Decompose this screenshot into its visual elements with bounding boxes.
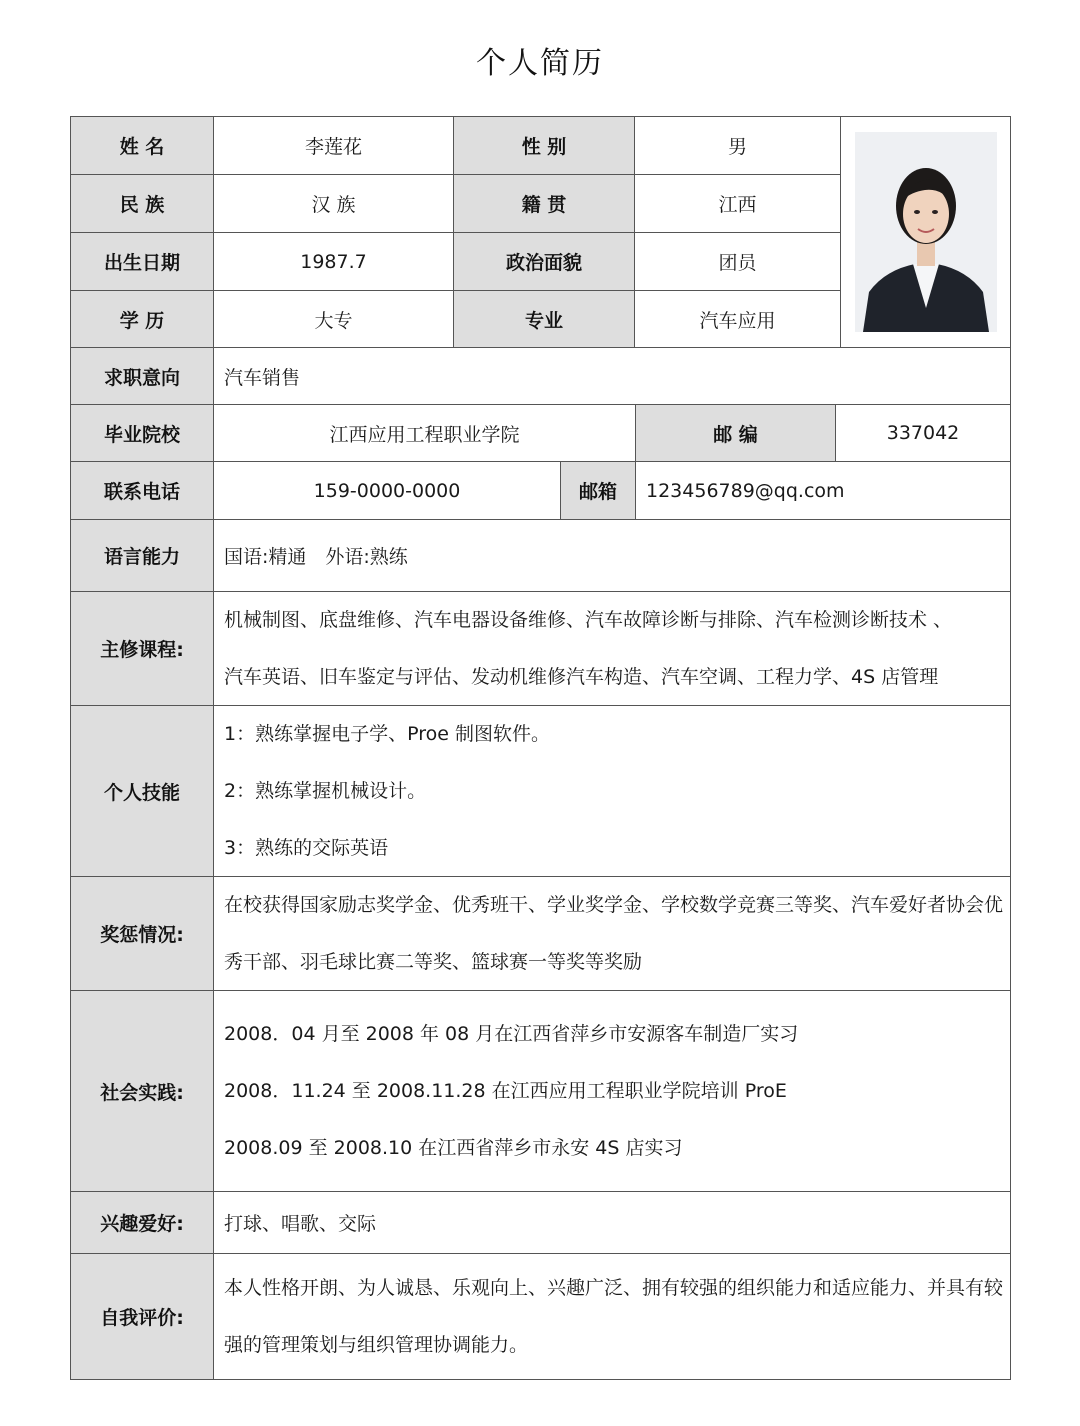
award-line: 在校获得国家励志奖学金、优秀班干、学业奖学金、学校数学竞赛三等奖、汽车爱好者协会优 (224, 893, 1004, 916)
email-value: 123456789@qq.com (635, 461, 1011, 520)
ethnicity-label: 民 族 (70, 174, 214, 233)
origin-value: 江西 (634, 174, 841, 233)
course-line: 汽车英语、旧车鉴定与评估、发动机维修汽车构造、汽车空调、工程力学、4S 店管理 (224, 665, 939, 688)
person-portrait-icon (855, 132, 997, 332)
skills-list (213, 705, 1011, 877)
politics-label: 政治面貌 (453, 232, 635, 291)
major-value: 汽车应用 (634, 290, 841, 348)
postcode-label: 邮 编 (635, 404, 836, 462)
self-eval-line: 本人性格开朗、为人诚恳、乐观向上、兴趣广泛、拥有较强的组织能力和适应能力、并具有较 (224, 1276, 1004, 1299)
birth-label: 出生日期 (70, 232, 214, 291)
gender-value: 男 (634, 116, 841, 175)
practice-list (213, 990, 1011, 1192)
awards-label: 奖惩情况: (70, 876, 214, 991)
language-value: 国语:精通 外语:熟练 (213, 519, 1011, 592)
course-line: 机械制图、底盘维修、汽车电器设备维修、汽车故障诊断与排除、汽车检测诊断技术 、 (224, 608, 953, 631)
award-line: 秀干部、羽毛球比赛二等奖、篮球赛一等奖等奖励 (224, 950, 643, 973)
skill-line: 2：熟练掌握机械设计。 (224, 779, 427, 802)
practice-line: 2008．11.24 至 2008.11.28 在江西应用工程职业学院培训 ProE (224, 1079, 787, 1102)
hobbies-label: 兴趣爱好: (70, 1191, 214, 1254)
education-label: 学 历 (70, 290, 214, 348)
origin-label: 籍 贯 (453, 174, 635, 233)
skill-line: 1：熟练掌握电子学、Proe 制图软件。 (224, 722, 550, 745)
postcode-value: 337042 (835, 404, 1011, 462)
phone-label: 联系电话 (70, 461, 214, 520)
name-value: 李莲花 (213, 116, 454, 175)
name-label: 姓 名 (70, 116, 214, 175)
politics-value: 团员 (634, 232, 841, 291)
photo-cell (840, 116, 1011, 348)
skill-line: 3：熟练的交际英语 (224, 836, 389, 859)
language-label: 语言能力 (70, 519, 214, 592)
education-value: 大专 (213, 290, 454, 348)
gender-label: 性 别 (453, 116, 635, 175)
page-title: 个人简历 (476, 46, 604, 81)
self-eval-list (213, 1253, 1011, 1380)
job-label: 求职意向 (70, 347, 214, 405)
practice-line: 2008．04 月至 2008 年 08 月在江西省萍乡市安源客车制造厂实习 (224, 1022, 799, 1045)
school-value: 江西应用工程职业学院 (213, 404, 636, 462)
email-label: 邮箱 (560, 461, 636, 520)
hobbies-value: 打球、唱歌、交际 (213, 1191, 1011, 1254)
resume-table (70, 116, 1011, 1380)
ethnicity-value: 汉 族 (213, 174, 454, 233)
phone-value: 159-0000-0000 (213, 461, 561, 520)
practice-label: 社会实践: (70, 990, 214, 1192)
courses-label: 主修课程: (70, 591, 214, 706)
courses-list (213, 591, 1011, 706)
birth-value: 1987.7 (213, 232, 454, 291)
self-eval-label: 自我评价: (70, 1253, 214, 1380)
skills-label: 个人技能 (70, 705, 214, 877)
awards-list (213, 876, 1011, 991)
school-label: 毕业院校 (70, 404, 214, 462)
major-label: 专业 (453, 290, 635, 348)
self-eval-line: 强的管理策划与组织管理协调能力。 (224, 1333, 529, 1356)
job-value: 汽车销售 (213, 347, 1011, 405)
practice-line: 2008.09 至 2008.10 在江西省萍乡市永安 4S 店实习 (224, 1136, 683, 1159)
